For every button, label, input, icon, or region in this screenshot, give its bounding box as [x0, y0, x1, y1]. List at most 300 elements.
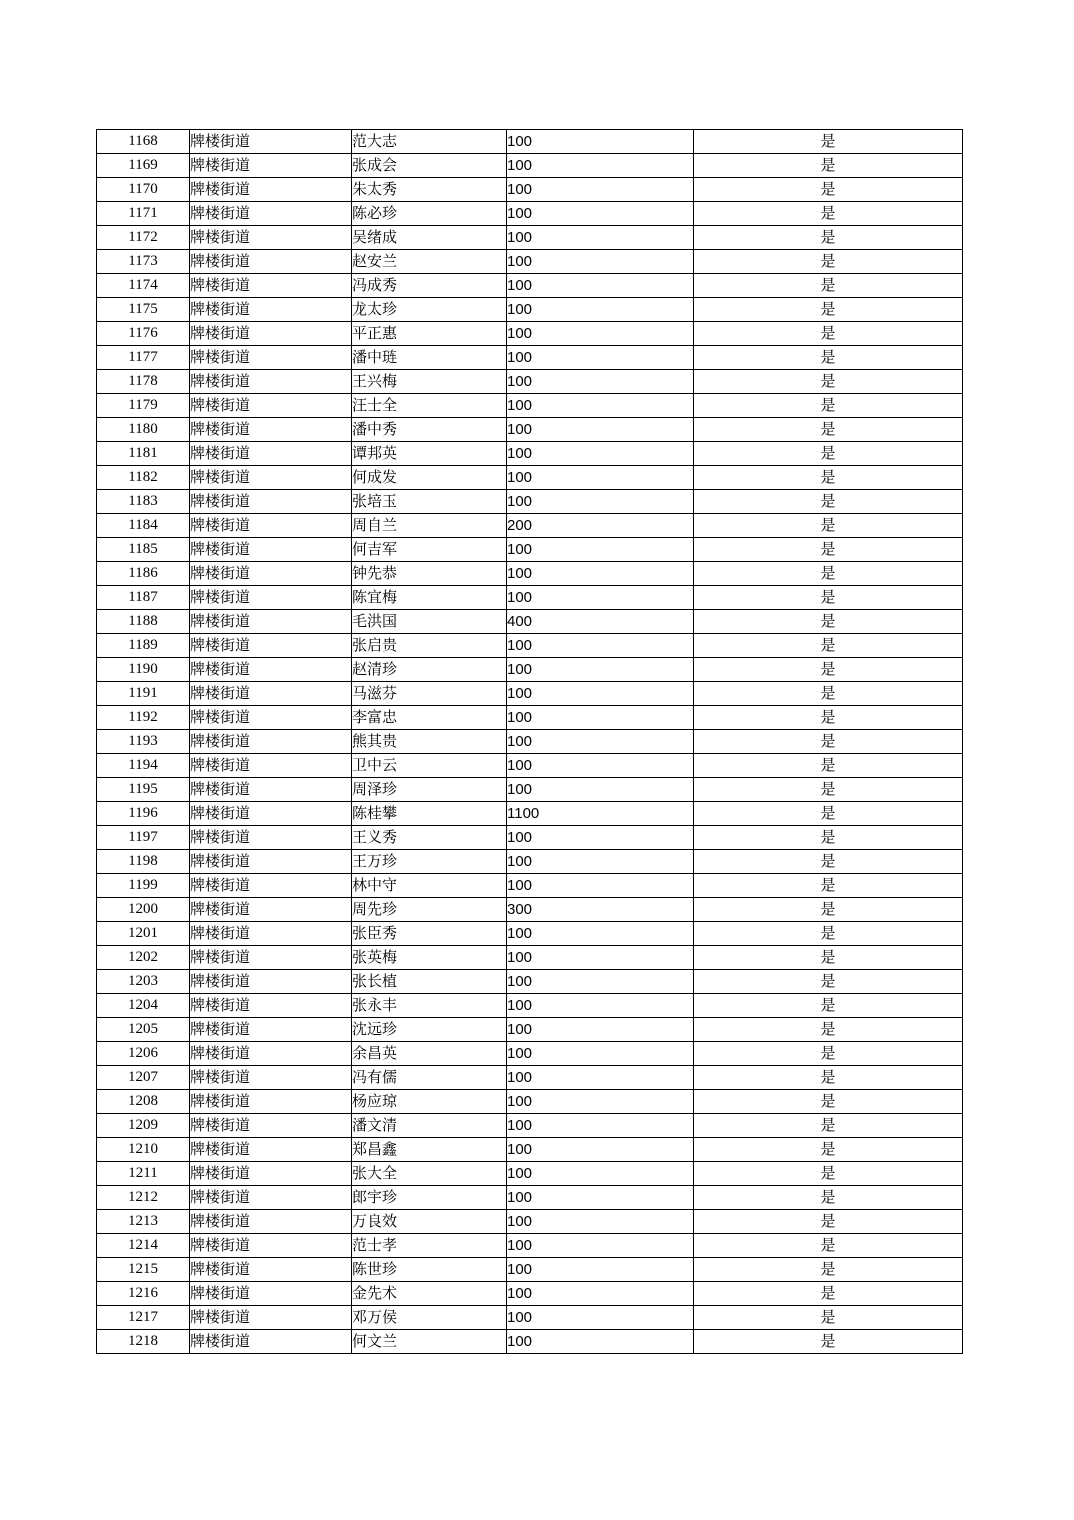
name-cell: 陈世珍 — [352, 1258, 507, 1282]
row-number-cell: 1191 — [97, 682, 190, 706]
name-cell: 邓万侯 — [352, 1306, 507, 1330]
name-cell: 万良效 — [352, 1210, 507, 1234]
flag-cell: 是 — [694, 1018, 963, 1042]
row-number-cell: 1183 — [97, 490, 190, 514]
flag-cell: 是 — [694, 634, 963, 658]
table-row — [97, 826, 963, 850]
table-row — [97, 1138, 963, 1162]
table-row — [97, 1186, 963, 1210]
name-cell: 郎宇珍 — [352, 1186, 507, 1210]
street-cell: 牌楼街道 — [190, 682, 352, 706]
row-number-cell: 1181 — [97, 442, 190, 466]
street-cell: 牌楼街道 — [190, 946, 352, 970]
table-row — [97, 706, 963, 730]
street-cell: 牌楼街道 — [190, 130, 352, 154]
flag-cell: 是 — [694, 130, 963, 154]
name-cell: 沈远珍 — [352, 1018, 507, 1042]
data-table — [96, 129, 963, 1354]
table-row — [97, 418, 963, 442]
flag-cell: 是 — [694, 154, 963, 178]
flag-cell: 是 — [694, 250, 963, 274]
street-cell: 牌楼街道 — [190, 1018, 352, 1042]
flag-cell: 是 — [694, 922, 963, 946]
street-cell: 牌楼街道 — [190, 418, 352, 442]
flag-cell: 是 — [694, 778, 963, 802]
table-row — [97, 754, 963, 778]
row-number-cell: 1196 — [97, 802, 190, 826]
name-cell: 林中守 — [352, 874, 507, 898]
street-cell: 牌楼街道 — [190, 490, 352, 514]
row-number-cell: 1214 — [97, 1234, 190, 1258]
row-number-cell: 1199 — [97, 874, 190, 898]
row-number-cell: 1169 — [97, 154, 190, 178]
amount-cell: 100 — [507, 874, 694, 898]
row-number-cell: 1211 — [97, 1162, 190, 1186]
name-cell: 赵清珍 — [352, 658, 507, 682]
table-row — [97, 538, 963, 562]
street-cell: 牌楼街道 — [190, 154, 352, 178]
street-cell: 牌楼街道 — [190, 1186, 352, 1210]
row-number-cell: 1212 — [97, 1186, 190, 1210]
table-row — [97, 514, 963, 538]
table-row — [97, 178, 963, 202]
street-cell: 牌楼街道 — [190, 994, 352, 1018]
row-number-cell: 1210 — [97, 1138, 190, 1162]
row-number-cell: 1186 — [97, 562, 190, 586]
row-number-cell: 1173 — [97, 250, 190, 274]
name-cell: 陈桂攀 — [352, 802, 507, 826]
row-number-cell: 1205 — [97, 1018, 190, 1042]
amount-cell: 100 — [507, 178, 694, 202]
row-number-cell: 1174 — [97, 274, 190, 298]
name-cell: 谭邦英 — [352, 442, 507, 466]
amount-cell: 100 — [507, 1090, 694, 1114]
amount-cell: 100 — [507, 706, 694, 730]
street-cell: 牌楼街道 — [190, 778, 352, 802]
table-row — [97, 394, 963, 418]
row-number-cell: 1198 — [97, 850, 190, 874]
table-row — [97, 778, 963, 802]
street-cell: 牌楼街道 — [190, 610, 352, 634]
name-cell: 周先珍 — [352, 898, 507, 922]
row-number-cell: 1172 — [97, 226, 190, 250]
street-cell: 牌楼街道 — [190, 1210, 352, 1234]
table-body — [97, 130, 963, 1354]
table-row — [97, 802, 963, 826]
name-cell: 平正惠 — [352, 322, 507, 346]
name-cell: 龙太珍 — [352, 298, 507, 322]
row-number-cell: 1192 — [97, 706, 190, 730]
flag-cell: 是 — [694, 562, 963, 586]
table-row — [97, 1258, 963, 1282]
amount-cell: 100 — [507, 394, 694, 418]
row-number-cell: 1171 — [97, 202, 190, 226]
flag-cell: 是 — [694, 346, 963, 370]
amount-cell: 100 — [507, 586, 694, 610]
row-number-cell: 1209 — [97, 1114, 190, 1138]
name-cell: 朱太秀 — [352, 178, 507, 202]
flag-cell: 是 — [694, 226, 963, 250]
street-cell: 牌楼街道 — [190, 730, 352, 754]
flag-cell: 是 — [694, 370, 963, 394]
table-row — [97, 874, 963, 898]
name-cell: 周泽珍 — [352, 778, 507, 802]
table-row — [97, 562, 963, 586]
name-cell: 潘中秀 — [352, 418, 507, 442]
table-row — [97, 466, 963, 490]
amount-cell: 100 — [507, 130, 694, 154]
street-cell: 牌楼街道 — [190, 250, 352, 274]
name-cell: 张大全 — [352, 1162, 507, 1186]
name-cell: 李富忠 — [352, 706, 507, 730]
table-row — [97, 1090, 963, 1114]
flag-cell: 是 — [694, 274, 963, 298]
amount-cell: 100 — [507, 658, 694, 682]
name-cell: 陈必珍 — [352, 202, 507, 226]
flag-cell: 是 — [694, 826, 963, 850]
flag-cell: 是 — [694, 466, 963, 490]
row-number-cell: 1213 — [97, 1210, 190, 1234]
street-cell: 牌楼街道 — [190, 898, 352, 922]
amount-cell: 100 — [507, 922, 694, 946]
table-row — [97, 922, 963, 946]
street-cell: 牌楼街道 — [190, 1042, 352, 1066]
row-number-cell: 1170 — [97, 178, 190, 202]
amount-cell: 100 — [507, 634, 694, 658]
table-row — [97, 442, 963, 466]
street-cell: 牌楼街道 — [190, 1066, 352, 1090]
street-cell: 牌楼街道 — [190, 178, 352, 202]
name-cell: 何吉军 — [352, 538, 507, 562]
amount-cell: 100 — [507, 274, 694, 298]
flag-cell: 是 — [694, 1114, 963, 1138]
amount-cell: 100 — [507, 850, 694, 874]
table-row — [97, 274, 963, 298]
table-row — [97, 298, 963, 322]
flag-cell: 是 — [694, 850, 963, 874]
table-row — [97, 250, 963, 274]
name-cell: 卫中云 — [352, 754, 507, 778]
name-cell: 王兴梅 — [352, 370, 507, 394]
table-row — [97, 994, 963, 1018]
table-row — [97, 154, 963, 178]
name-cell: 郑昌鑫 — [352, 1138, 507, 1162]
amount-cell: 100 — [507, 418, 694, 442]
row-number-cell: 1208 — [97, 1090, 190, 1114]
street-cell: 牌楼街道 — [190, 466, 352, 490]
flag-cell: 是 — [694, 1330, 963, 1354]
table-row — [97, 946, 963, 970]
amount-cell: 100 — [507, 250, 694, 274]
flag-cell: 是 — [694, 1066, 963, 1090]
row-number-cell: 1175 — [97, 298, 190, 322]
flag-cell: 是 — [694, 202, 963, 226]
row-number-cell: 1207 — [97, 1066, 190, 1090]
name-cell: 冯成秀 — [352, 274, 507, 298]
street-cell: 牌楼街道 — [190, 1090, 352, 1114]
amount-cell: 400 — [507, 610, 694, 634]
name-cell: 汪士全 — [352, 394, 507, 418]
row-number-cell: 1217 — [97, 1306, 190, 1330]
name-cell: 周自兰 — [352, 514, 507, 538]
street-cell: 牌楼街道 — [190, 514, 352, 538]
street-cell: 牌楼街道 — [190, 634, 352, 658]
street-cell: 牌楼街道 — [190, 202, 352, 226]
name-cell: 张臣秀 — [352, 922, 507, 946]
street-cell: 牌楼街道 — [190, 1258, 352, 1282]
amount-cell: 100 — [507, 1306, 694, 1330]
street-cell: 牌楼街道 — [190, 370, 352, 394]
amount-cell: 100 — [507, 1042, 694, 1066]
row-number-cell: 1201 — [97, 922, 190, 946]
row-number-cell: 1188 — [97, 610, 190, 634]
flag-cell: 是 — [694, 946, 963, 970]
street-cell: 牌楼街道 — [190, 826, 352, 850]
row-number-cell: 1190 — [97, 658, 190, 682]
name-cell: 张长植 — [352, 970, 507, 994]
street-cell: 牌楼街道 — [190, 754, 352, 778]
table-row — [97, 370, 963, 394]
street-cell: 牌楼街道 — [190, 970, 352, 994]
table-row — [97, 1330, 963, 1354]
amount-cell: 100 — [507, 226, 694, 250]
row-number-cell: 1203 — [97, 970, 190, 994]
flag-cell: 是 — [694, 1234, 963, 1258]
amount-cell: 100 — [507, 1234, 694, 1258]
amount-cell: 100 — [507, 538, 694, 562]
table-row — [97, 634, 963, 658]
street-cell: 牌楼街道 — [190, 586, 352, 610]
flag-cell: 是 — [694, 1042, 963, 1066]
street-cell: 牌楼街道 — [190, 1162, 352, 1186]
name-cell: 马滋芬 — [352, 682, 507, 706]
street-cell: 牌楼街道 — [190, 274, 352, 298]
row-number-cell: 1168 — [97, 130, 190, 154]
amount-cell: 100 — [507, 1138, 694, 1162]
name-cell: 毛洪国 — [352, 610, 507, 634]
table-row — [97, 1114, 963, 1138]
name-cell: 张培玉 — [352, 490, 507, 514]
street-cell: 牌楼街道 — [190, 322, 352, 346]
name-cell: 潘文清 — [352, 1114, 507, 1138]
table-row — [97, 346, 963, 370]
street-cell: 牌楼街道 — [190, 850, 352, 874]
flag-cell: 是 — [694, 730, 963, 754]
table-row — [97, 1042, 963, 1066]
table-row — [97, 610, 963, 634]
name-cell: 熊其贵 — [352, 730, 507, 754]
flag-cell: 是 — [694, 394, 963, 418]
name-cell: 王义秀 — [352, 826, 507, 850]
table-row — [97, 1162, 963, 1186]
name-cell: 赵安兰 — [352, 250, 507, 274]
table-row — [97, 730, 963, 754]
street-cell: 牌楼街道 — [190, 562, 352, 586]
name-cell: 余昌英 — [352, 1042, 507, 1066]
flag-cell: 是 — [694, 1282, 963, 1306]
amount-cell: 100 — [507, 322, 694, 346]
flag-cell: 是 — [694, 586, 963, 610]
amount-cell: 100 — [507, 1066, 694, 1090]
name-cell: 王万珍 — [352, 850, 507, 874]
row-number-cell: 1179 — [97, 394, 190, 418]
row-number-cell: 1206 — [97, 1042, 190, 1066]
amount-cell: 100 — [507, 1210, 694, 1234]
amount-cell: 100 — [507, 970, 694, 994]
amount-cell: 100 — [507, 370, 694, 394]
flag-cell: 是 — [694, 1090, 963, 1114]
row-number-cell: 1184 — [97, 514, 190, 538]
row-number-cell: 1193 — [97, 730, 190, 754]
flag-cell: 是 — [694, 1210, 963, 1234]
amount-cell: 100 — [507, 298, 694, 322]
row-number-cell: 1195 — [97, 778, 190, 802]
street-cell: 牌楼街道 — [190, 298, 352, 322]
amount-cell: 100 — [507, 1186, 694, 1210]
row-number-cell: 1189 — [97, 634, 190, 658]
row-number-cell: 1215 — [97, 1258, 190, 1282]
row-number-cell: 1197 — [97, 826, 190, 850]
table-row — [97, 322, 963, 346]
table-row — [97, 682, 963, 706]
street-cell: 牌楼街道 — [190, 226, 352, 250]
amount-cell: 100 — [507, 490, 694, 514]
flag-cell: 是 — [694, 874, 963, 898]
name-cell: 张永丰 — [352, 994, 507, 1018]
table-row — [97, 970, 963, 994]
name-cell: 张英梅 — [352, 946, 507, 970]
flag-cell: 是 — [694, 538, 963, 562]
row-number-cell: 1218 — [97, 1330, 190, 1354]
street-cell: 牌楼街道 — [190, 874, 352, 898]
name-cell: 何成发 — [352, 466, 507, 490]
amount-cell: 200 — [507, 514, 694, 538]
flag-cell: 是 — [694, 1306, 963, 1330]
amount-cell: 100 — [507, 730, 694, 754]
name-cell: 张启贵 — [352, 634, 507, 658]
table-row — [97, 202, 963, 226]
row-number-cell: 1194 — [97, 754, 190, 778]
street-cell: 牌楼街道 — [190, 1330, 352, 1354]
row-number-cell: 1185 — [97, 538, 190, 562]
flag-cell: 是 — [694, 418, 963, 442]
street-cell: 牌楼街道 — [190, 1234, 352, 1258]
name-cell: 吴绪成 — [352, 226, 507, 250]
street-cell: 牌楼街道 — [190, 538, 352, 562]
name-cell: 张成会 — [352, 154, 507, 178]
name-cell: 何文兰 — [352, 1330, 507, 1354]
amount-cell: 1100 — [507, 802, 694, 826]
table-row — [97, 850, 963, 874]
street-cell: 牌楼街道 — [190, 1282, 352, 1306]
name-cell: 冯有儒 — [352, 1066, 507, 1090]
street-cell: 牌楼街道 — [190, 706, 352, 730]
row-number-cell: 1180 — [97, 418, 190, 442]
table-row — [97, 586, 963, 610]
name-cell: 杨应琼 — [352, 1090, 507, 1114]
amount-cell: 300 — [507, 898, 694, 922]
amount-cell: 100 — [507, 1162, 694, 1186]
name-cell: 潘中琏 — [352, 346, 507, 370]
flag-cell: 是 — [694, 898, 963, 922]
row-number-cell: 1200 — [97, 898, 190, 922]
flag-cell: 是 — [694, 970, 963, 994]
table-row — [97, 226, 963, 250]
name-cell: 陈宜梅 — [352, 586, 507, 610]
amount-cell: 100 — [507, 1114, 694, 1138]
amount-cell: 100 — [507, 562, 694, 586]
table-row — [97, 490, 963, 514]
street-cell: 牌楼街道 — [190, 1138, 352, 1162]
table-row — [97, 1066, 963, 1090]
flag-cell: 是 — [694, 490, 963, 514]
table-row — [97, 130, 963, 154]
table-row — [97, 1210, 963, 1234]
name-cell: 钟先恭 — [352, 562, 507, 586]
amount-cell: 100 — [507, 826, 694, 850]
amount-cell: 100 — [507, 1330, 694, 1354]
flag-cell: 是 — [694, 994, 963, 1018]
amount-cell: 100 — [507, 682, 694, 706]
row-number-cell: 1177 — [97, 346, 190, 370]
amount-cell: 100 — [507, 346, 694, 370]
flag-cell: 是 — [694, 682, 963, 706]
flag-cell: 是 — [694, 442, 963, 466]
street-cell: 牌楼街道 — [190, 442, 352, 466]
row-number-cell: 1182 — [97, 466, 190, 490]
flag-cell: 是 — [694, 1258, 963, 1282]
name-cell: 范大志 — [352, 130, 507, 154]
street-cell: 牌楼街道 — [190, 922, 352, 946]
amount-cell: 100 — [507, 202, 694, 226]
table-row — [97, 1282, 963, 1306]
row-number-cell: 1187 — [97, 586, 190, 610]
amount-cell: 100 — [507, 946, 694, 970]
flag-cell: 是 — [694, 298, 963, 322]
street-cell: 牌楼街道 — [190, 658, 352, 682]
table-row — [97, 1234, 963, 1258]
flag-cell: 是 — [694, 1138, 963, 1162]
amount-cell: 100 — [507, 1282, 694, 1306]
name-cell: 范士孝 — [352, 1234, 507, 1258]
amount-cell: 100 — [507, 754, 694, 778]
street-cell: 牌楼街道 — [190, 394, 352, 418]
table-row — [97, 1018, 963, 1042]
street-cell: 牌楼街道 — [190, 346, 352, 370]
amount-cell: 100 — [507, 1258, 694, 1282]
table-row — [97, 898, 963, 922]
row-number-cell: 1178 — [97, 370, 190, 394]
amount-cell: 100 — [507, 442, 694, 466]
amount-cell: 100 — [507, 778, 694, 802]
table-row — [97, 658, 963, 682]
street-cell: 牌楼街道 — [190, 1306, 352, 1330]
street-cell: 牌楼街道 — [190, 802, 352, 826]
flag-cell: 是 — [694, 514, 963, 538]
flag-cell: 是 — [694, 1162, 963, 1186]
street-cell: 牌楼街道 — [190, 1114, 352, 1138]
flag-cell: 是 — [694, 802, 963, 826]
row-number-cell: 1202 — [97, 946, 190, 970]
flag-cell: 是 — [694, 658, 963, 682]
flag-cell: 是 — [694, 322, 963, 346]
flag-cell: 是 — [694, 178, 963, 202]
row-number-cell: 1216 — [97, 1282, 190, 1306]
flag-cell: 是 — [694, 706, 963, 730]
flag-cell: 是 — [694, 610, 963, 634]
flag-cell: 是 — [694, 754, 963, 778]
row-number-cell: 1176 — [97, 322, 190, 346]
